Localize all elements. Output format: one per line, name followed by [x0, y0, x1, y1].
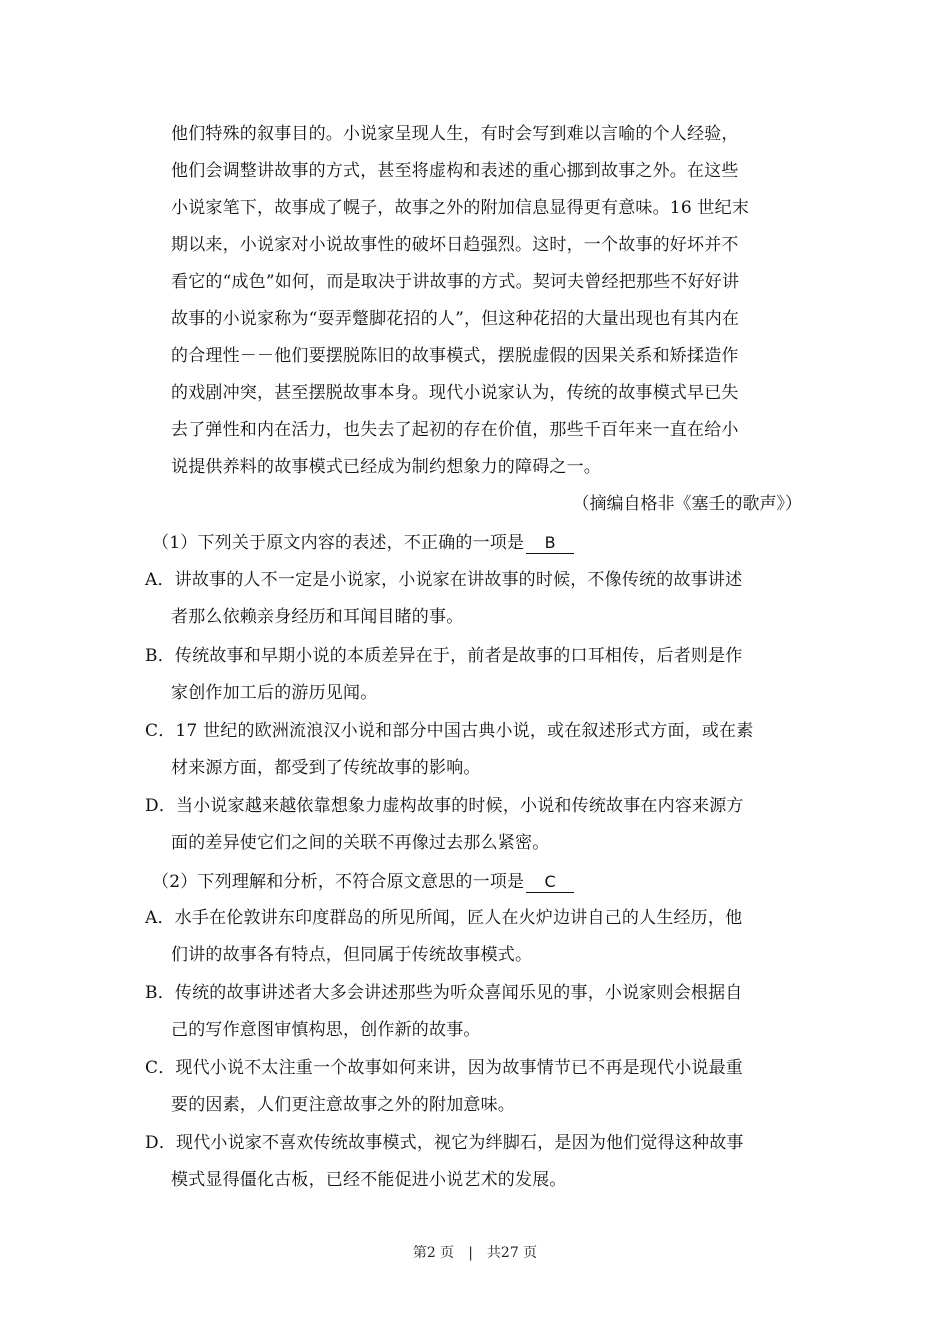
- q2-option-a-line2: 们讲的故事各有特点，但同属于传统故事模式。: [171, 945, 533, 965]
- q1-option-a-line2: 者那么依赖亲身经历和耳闻目睹的事。: [171, 607, 464, 627]
- passage-line: 的戏剧冲突，甚至摆脱故事本身。现代小说家认为，传统的故事模式早已失: [171, 383, 739, 403]
- question-1-answer: B: [526, 533, 574, 554]
- passage-line: 的合理性－－他们要摆脱陈旧的故事模式，摆脱虚假的因果关系和矫揉造作: [171, 346, 739, 366]
- q2-option-d-line1: D．现代小说家不喜欢传统故事模式，视它为绊脚石，是因为他们觉得这种故事: [145, 1133, 744, 1153]
- passage-line: 他们会调整讲故事的方式，甚至将虚构和表述的重心挪到故事之外。在这些: [171, 161, 739, 181]
- passage-line: 他们特殊的叙事目的。小说家呈现人生，有时会写到难以言喻的个人经验，: [171, 124, 739, 144]
- question-1-stem: [152, 531, 574, 555]
- question-2-text: （2）下列理解和分析，不符合原文意思的一项是: [152, 872, 525, 892]
- passage-line: 故事的小说家称为“耍弄蹩脚花招的人”，但这种花招的大量出现也有其内在: [171, 309, 740, 329]
- q2-option-b-line1: B．传统的故事讲述者大多会讲述那些为听众喜闻乐见的事，小说家则会根据自: [145, 983, 743, 1003]
- q1-option-c-line1: C．17 世纪的欧洲流浪汉小说和部分中国古典小说，或在叙述形式方面，或在素: [145, 721, 754, 741]
- q1-option-b-line1: B．传统故事和早期小说的本质差异在于，前者是故事的口耳相传，后者则是作: [145, 646, 743, 666]
- q1-option-a-line1: A．讲故事的人不一定是小说家，小说家在讲故事的时候，不像传统的故事讲述: [145, 570, 743, 590]
- q1-option-c-line2: 材来源方面，都受到了传统故事的影响。: [171, 758, 481, 778]
- question-2-stem: [152, 870, 574, 894]
- q1-option-b-line2: 家创作加工后的游历见闻。: [171, 683, 378, 703]
- q1-option-d-line2: 面的差异使它们之间的关联不再像过去那么紧密。: [171, 833, 550, 853]
- page-total: 共27 页: [486, 1245, 538, 1261]
- q2-option-d-line2: 模式显得僵化古板，已经不能促进小说艺术的发展。: [171, 1170, 567, 1190]
- question-1-text: （1）下列关于原文内容的表述，不正确的一项是: [152, 533, 525, 553]
- question-2-answer: C: [526, 872, 574, 893]
- q2-option-b-line2: 己的写作意图审慎构思，创作新的故事。: [171, 1020, 481, 1040]
- passage-line: 看它的“成色”如何，而是取决于讲故事的方式。契诃夫曾经把那些不好好讲: [171, 272, 740, 292]
- q2-option-a-line1: A．水手在伦敦讲东印度群岛的所见所闻，匠人在火炉边讲自己的人生经历，他: [145, 908, 743, 928]
- passage-line: 期以来，小说家对小说故事性的破坏日趋强烈。这时，一个故事的好坏并不: [171, 235, 739, 255]
- passage-source: （摘编自格非《塞壬的歌声》）: [572, 494, 802, 514]
- passage-line: 说提供养料的故事模式已经成为制约想象力的障碍之一。: [171, 457, 601, 477]
- page-footer: [0, 1243, 950, 1263]
- q1-option-d-line1: D．当小说家越来越依靠想象力虚构故事的时候，小说和传统故事在内容来源方: [145, 796, 744, 816]
- q2-option-c-line2: 要的因素，人们更注意故事之外的附加意味。: [171, 1095, 515, 1115]
- passage-line: 去了弹性和内在活力，也失去了起初的存在价值，那些千百年来一直在给小: [171, 420, 739, 440]
- footer-separator: |: [468, 1245, 473, 1261]
- q2-option-c-line1: C．现代小说不太注重一个故事如何来讲，因为故事情节已不再是现代小说最重: [145, 1058, 744, 1078]
- page-number: 第2 页: [412, 1245, 455, 1261]
- passage-line: 小说家笔下，故事成了幌子，故事之外的附加信息显得更有意味。16 世纪末: [171, 198, 750, 218]
